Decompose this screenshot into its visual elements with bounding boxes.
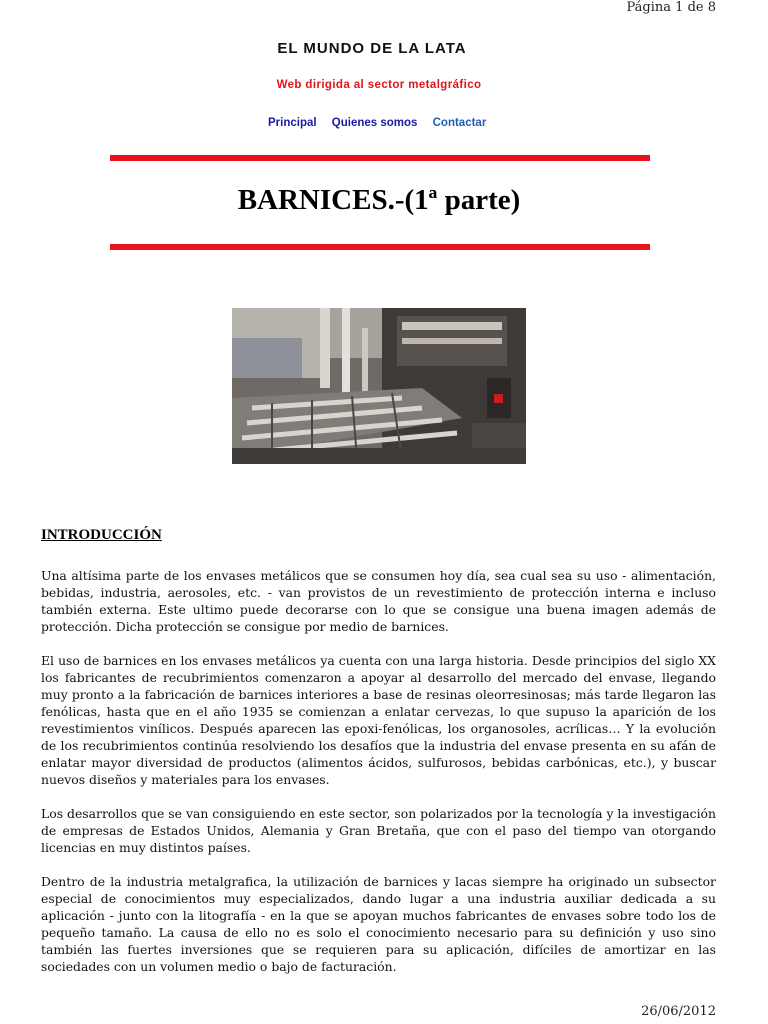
- bottom-divider: [110, 244, 650, 250]
- section-heading: INTRODUCCIÓN: [41, 527, 162, 543]
- paragraph: Los desarrollos que se van consiguiendo en este sector, son polarizados por la tecnología y la investigación de empresas de Estados Unidos, Alemania y Gran Bretaña, que con el paso del tiempo van otorgando licencias en muy distintos países.: [41, 806, 716, 855]
- nav-link-principal[interactable]: Principal: [268, 117, 317, 129]
- page-number: Página 1 de 8: [626, 0, 716, 15]
- nav-link-contactar[interactable]: Contactar: [432, 117, 487, 129]
- footer-date: 26/06/2012: [641, 1004, 716, 1019]
- varnishing-machine-photo: [232, 308, 526, 464]
- site-title: EL MUNDO DE LA LATA: [277, 40, 467, 57]
- top-divider: [110, 155, 650, 161]
- nav-link-quienes-somos[interactable]: Quienes somos: [331, 117, 418, 129]
- paragraph: Dentro de la industria metalgrafica, la utilización de barnices y lacas siempre ha originado un subsector especial de conocimientos muy especializados, dando lugar a una industria auxiliar dedicada a su aplicación - junto con la litografía - en la que se apoyan muchos fabricantes de envases sobre todo los de pequeño tamaño. La causa de ello no es solo el conocimiento necesario para su definición y uso sino también las fuertes inversiones que se requieren para su aplicación, difíciles de amortizar en las sociedades con un volumen medio o bajo de facturación.: [41, 874, 716, 974]
- article-body: [41, 567, 716, 992]
- paragraph: El uso de barnices en los envases metálicos ya cuenta con una larga historia. Desde principios del siglo XX los fabricantes de recubrimientos comenzaron a apoyar al desarrollo del mercado del envase, llegando muy pronto a la fabricación de barnices interiores a base de resinas oleorresinosas; más tarde llegaron las fenólicas, hasta que en el año 1935 se comienzan a enlatar cervezas, lo que supuso la aparición de los revestimientos vinílicos. Después aparecen las epoxi-fenólicas, los organosoles, acrílicas… Y la evolución de los recubrimientos continúa resolviendo los desafíos que la industria del envase presenta en su afán de enlatar mayor diversidad de productos (alimentos ácidos, sulfurosos, bebidas carbónicas, etc.), y buscar nuevos diseños y materiales para los envases.: [41, 653, 716, 787]
- site-subtitle: Web dirigida al sector metalgráfico: [276, 79, 482, 91]
- paragraph: Una altísima parte de los envases metálicos que se consumen hoy día, sea cual sea su uso - alimentación, bebidas, industria, aerosoles, etc. - van provistos de un revestimiento de protección interna e incluso también externa. Este ultimo puede decorarse con lo que se consigue una buena imagen además de protección. Dicha protección se consigue por medio de barnices.: [41, 568, 716, 634]
- page-title: BARNICES.-(1ª parte): [237, 184, 521, 216]
- main-nav: [268, 117, 498, 129]
